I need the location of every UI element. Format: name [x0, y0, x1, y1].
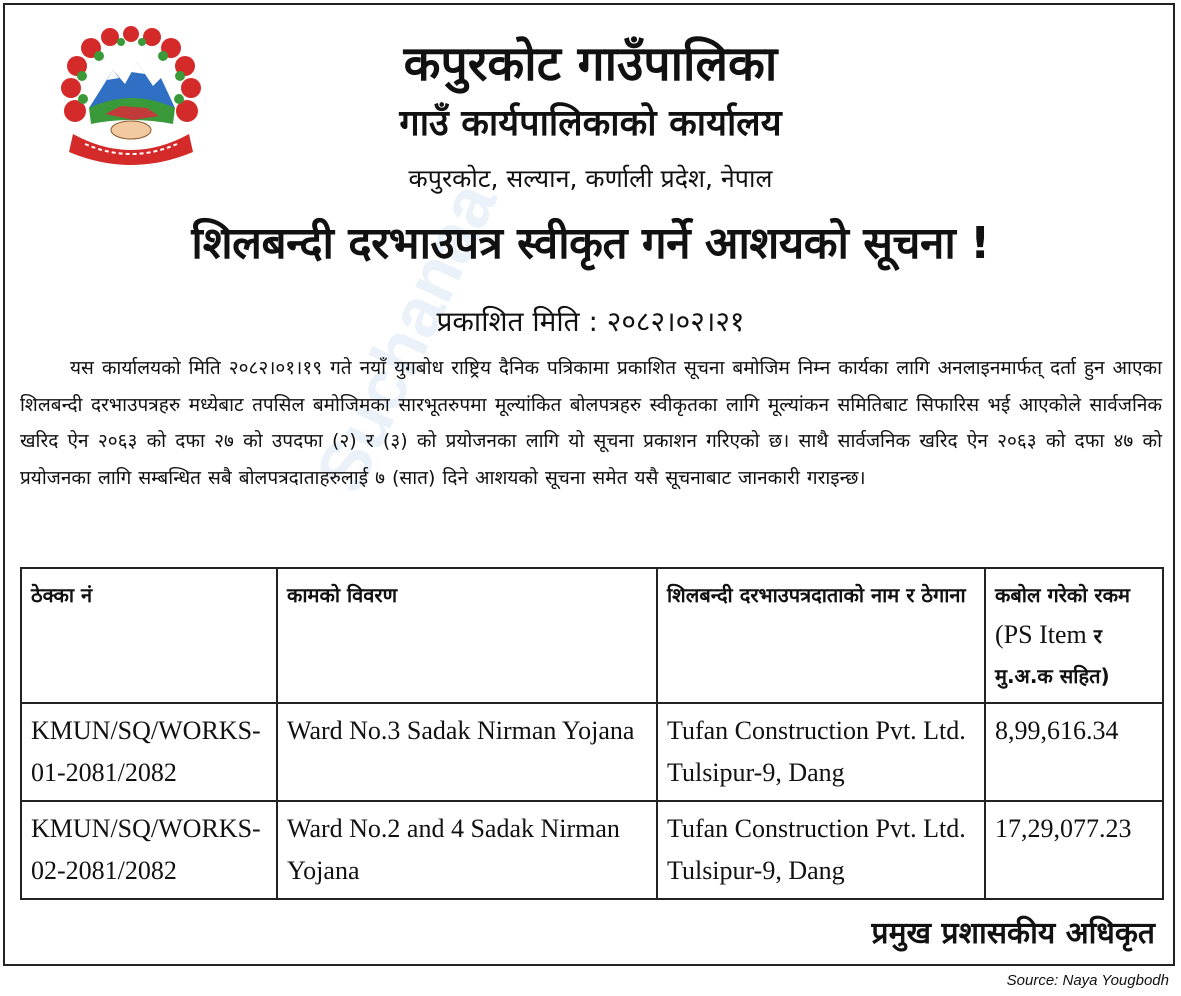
office-subtitle: गाउँ कार्यपालिकाको कार्यालय	[399, 103, 782, 144]
work-description: Ward No.2 and 4 Sadak Nirman Yojana	[277, 801, 657, 899]
bidder	[657, 801, 985, 899]
bidder	[657, 703, 985, 801]
contract-no: KMUN/SQ/WORKS-02-2081/2082	[21, 801, 277, 899]
table-row	[21, 703, 1163, 801]
header-amount	[985, 568, 1163, 703]
office-name: कपुरकोट गाउँपालिका	[403, 36, 778, 92]
amount: 17,29,077.23	[985, 801, 1163, 899]
bidder-name: Tufan Construction Pvt. Ltd.	[667, 814, 966, 843]
notice-title: शिलबन्दी दरभाउपत्र स्वीकृत गर्ने आशयको सूचना !	[191, 218, 990, 269]
office-address: कपुरकोट, सल्यान, कर्णाली प्रदेश, नेपाल	[408, 164, 773, 193]
bidder-name: Tufan Construction Pvt. Ltd.	[667, 716, 966, 745]
published-date: प्रकाशित मिति : २०८२।०२।२१	[436, 305, 745, 338]
bidder-address: Tulsipur-9, Dang	[667, 856, 845, 885]
work-description: Ward No.3 Sadak Nirman Yojana	[277, 703, 657, 801]
watermark: Suchanaa	[300, 170, 512, 504]
notice-body: यस कार्यालयको मिति २०८२।०१।१९ गते नयाँ युगबोध राष्ट्रिय दैनिक पत्रिकामा प्रकाशित सूचना बमोजिम निम्न कार्यका लागि अनलाइनमार्फत् दर्ता हुन आएका शिलबन्दी दरभाउपत्रहरु मध्येबाट तपसिल बमोजिमका सारभूतरुपमा मूल्यांकित बोलपत्रहरु स्वीकृतका लागि मूल्यांकन समितिबाट सिफारिस भई आएकोले सार्वजनिक खरिद ऐन २०६३ को दफा २७ को उपदफा (२) र (३) को प्रयोजनका लागि यो सूचना प्रकाशन गरिएको छ। साथै सार्वजनिक खरिद ऐन २०६३ को दफा ४७ को प्रयोजनका लागि सम्बन्धित सबै बोलपत्रदाताहरुलाई ७ (सात) दिने आशयको सूचना समेत यसै सूचनाबाट जानकारी गराइन्छ।	[20, 357, 1162, 489]
bidder-address: Tulsipur-9, Dang	[667, 758, 845, 787]
signature-title: प्रमुख प्रशासकीय अधिकृत	[871, 916, 1155, 951]
header-work-description: कामको विवरण	[277, 568, 657, 703]
table-header-row	[21, 568, 1163, 703]
header-contract-no: ठेक्का नं	[21, 568, 277, 703]
source-credit: Source: Naya Yougbodh	[1006, 972, 1169, 989]
header-amount-post: र मु.अ.क सहित)	[995, 624, 1110, 688]
contract-no: KMUN/SQ/WORKS-01-2081/2082	[21, 703, 277, 801]
bid-table	[20, 567, 1164, 900]
amount: 8,99,616.34	[985, 703, 1163, 801]
header-amount-en: (PS Item	[995, 620, 1087, 649]
header-bidder: शिलबन्दी दरभाउपत्रदाताको नाम र ठेगाना	[657, 568, 985, 703]
table-row	[21, 801, 1163, 899]
header-amount-pre: कबोल गरेको रकम	[995, 583, 1130, 607]
